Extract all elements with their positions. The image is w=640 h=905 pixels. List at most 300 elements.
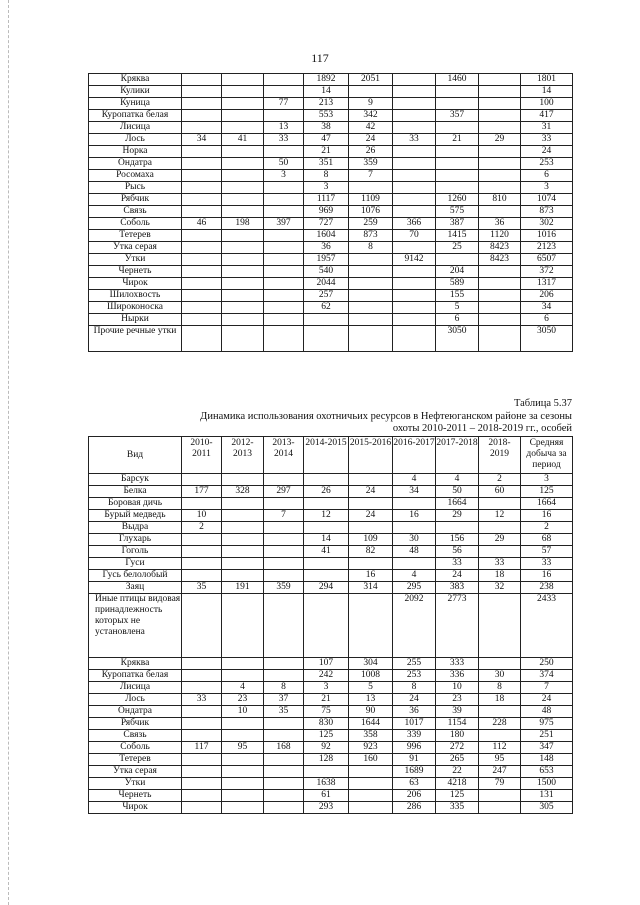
value-cell <box>393 110 436 122</box>
value-cell: 575 <box>436 206 479 218</box>
value-cell: 553 <box>304 110 349 122</box>
value-cell: 180 <box>436 730 479 742</box>
value-cell: 26 <box>349 146 393 158</box>
value-cell: 24 <box>393 694 436 706</box>
value-cell <box>349 802 393 814</box>
value-cell <box>479 522 521 534</box>
value-cell: 333 <box>436 658 479 670</box>
species-cell: Чирок <box>89 802 182 814</box>
value-cell <box>264 290 304 302</box>
value-cell <box>182 122 222 134</box>
table-label: Таблица 5.37 <box>513 398 572 409</box>
table-row <box>89 218 573 230</box>
species-cell: Лось <box>89 134 182 146</box>
value-cell <box>182 718 222 730</box>
value-cell <box>264 266 304 278</box>
value-cell <box>479 498 521 510</box>
value-cell <box>182 570 222 582</box>
value-cell: 24 <box>349 510 393 522</box>
value-cell: 1644 <box>349 718 393 730</box>
value-cell <box>479 98 521 110</box>
value-cell <box>479 278 521 290</box>
value-cell <box>182 534 222 546</box>
value-cell: 228 <box>479 718 521 730</box>
value-cell <box>304 314 349 326</box>
value-cell <box>479 86 521 98</box>
value-cell <box>479 302 521 314</box>
table-row <box>89 778 573 790</box>
value-cell: 293 <box>304 802 349 814</box>
value-cell <box>264 558 304 570</box>
value-cell <box>349 594 393 658</box>
value-cell <box>436 122 479 134</box>
value-cell: 42 <box>349 122 393 134</box>
value-cell <box>349 778 393 790</box>
value-cell <box>479 170 521 182</box>
value-cell: 1415 <box>436 230 479 242</box>
value-cell: 16 <box>349 570 393 582</box>
value-cell: 295 <box>393 582 436 594</box>
value-cell: 155 <box>436 290 479 302</box>
value-cell: 1801 <box>521 74 573 86</box>
value-cell <box>182 790 222 802</box>
species-cell: Широконоска <box>89 302 182 314</box>
species-cell: Куница <box>89 98 182 110</box>
value-cell <box>264 534 304 546</box>
header-season: 2013-2014 <box>264 437 304 474</box>
value-cell: 286 <box>393 802 436 814</box>
value-cell: 2 <box>521 522 573 534</box>
value-cell: 265 <box>436 754 479 766</box>
value-cell: 359 <box>349 158 393 170</box>
value-cell: 23 <box>436 694 479 706</box>
value-cell: 2773 <box>436 594 479 658</box>
species-cell: Куропатка белая <box>89 670 182 682</box>
value-cell: 653 <box>521 766 573 778</box>
header-season: 2017-2018 <box>436 437 479 474</box>
value-cell: 1120 <box>479 230 521 242</box>
table-row <box>89 486 573 498</box>
value-cell <box>264 670 304 682</box>
value-cell <box>393 314 436 326</box>
value-cell: 255 <box>393 658 436 670</box>
table-row <box>89 754 573 766</box>
table-row <box>89 290 573 302</box>
value-cell <box>222 302 264 314</box>
header-season: Средняя добыча за период <box>521 437 573 474</box>
value-cell: 8 <box>393 682 436 694</box>
table-row <box>89 670 573 682</box>
value-cell: 328 <box>222 486 264 498</box>
species-cell: Иные птицы видовая принадлежность которых не установлена <box>89 594 182 658</box>
value-cell <box>304 522 349 534</box>
table-row <box>89 146 573 158</box>
value-cell: 29 <box>436 510 479 522</box>
page-margin-line <box>8 0 9 905</box>
value-cell <box>264 570 304 582</box>
species-cell: Прочие речные утки <box>89 326 182 352</box>
value-cell: 4 <box>222 682 264 694</box>
value-cell: 9142 <box>393 254 436 266</box>
value-cell <box>393 290 436 302</box>
value-cell: 1460 <box>436 74 479 86</box>
value-cell: 25 <box>436 242 479 254</box>
species-cell: Гусь белолобый <box>89 570 182 582</box>
value-cell: 302 <box>521 218 573 230</box>
value-cell <box>436 522 479 534</box>
value-cell: 2051 <box>349 74 393 86</box>
value-cell: 23 <box>222 694 264 706</box>
value-cell <box>222 558 264 570</box>
value-cell: 37 <box>264 694 304 706</box>
value-cell <box>264 182 304 194</box>
value-cell <box>222 170 264 182</box>
value-cell: 238 <box>521 582 573 594</box>
value-cell: 1016 <box>521 230 573 242</box>
value-cell <box>182 182 222 194</box>
value-cell <box>264 766 304 778</box>
value-cell: 8 <box>479 682 521 694</box>
value-cell: 1109 <box>349 194 393 206</box>
value-cell: 125 <box>436 790 479 802</box>
value-cell: 336 <box>436 670 479 682</box>
value-cell <box>222 766 264 778</box>
value-cell: 33 <box>521 134 573 146</box>
value-cell: 38 <box>304 122 349 134</box>
table-row <box>89 522 573 534</box>
value-cell: 417 <box>521 110 573 122</box>
species-cell: Белка <box>89 486 182 498</box>
value-cell <box>264 658 304 670</box>
value-cell: 1664 <box>521 498 573 510</box>
value-cell: 107 <box>304 658 349 670</box>
value-cell <box>436 182 479 194</box>
value-cell: 8 <box>304 170 349 182</box>
value-cell <box>349 278 393 290</box>
value-cell: 21 <box>436 134 479 146</box>
value-cell: 1664 <box>436 498 479 510</box>
value-cell: 1892 <box>304 74 349 86</box>
value-cell: 8 <box>264 682 304 694</box>
value-cell: 383 <box>436 582 479 594</box>
value-cell: 253 <box>393 670 436 682</box>
value-cell <box>182 802 222 814</box>
value-cell: 177 <box>182 486 222 498</box>
value-cell: 46 <box>182 218 222 230</box>
table-row <box>89 158 573 170</box>
value-cell: 36 <box>393 706 436 718</box>
species-cell: Нырки <box>89 314 182 326</box>
species-cell: Тетерев <box>89 230 182 242</box>
value-cell <box>264 718 304 730</box>
value-cell: 351 <box>304 158 349 170</box>
value-cell <box>264 302 304 314</box>
value-cell <box>182 230 222 242</box>
value-cell <box>349 254 393 266</box>
value-cell: 35 <box>182 582 222 594</box>
species-cell: Связь <box>89 730 182 742</box>
value-cell <box>182 682 222 694</box>
value-cell <box>222 730 264 742</box>
value-cell: 125 <box>521 486 573 498</box>
table-row <box>89 706 573 718</box>
value-cell <box>264 146 304 158</box>
table-row <box>89 594 573 658</box>
value-cell: 8423 <box>479 254 521 266</box>
value-cell <box>304 474 349 486</box>
value-cell: 7 <box>264 510 304 522</box>
value-cell: 24 <box>349 486 393 498</box>
value-cell: 160 <box>349 754 393 766</box>
value-cell: 33 <box>182 694 222 706</box>
species-cell: Кряква <box>89 74 182 86</box>
value-cell <box>182 498 222 510</box>
value-cell: 2 <box>479 474 521 486</box>
header-season: 2015-2016 <box>349 437 393 474</box>
value-cell <box>222 230 264 242</box>
value-cell: 33 <box>393 134 436 146</box>
table-row <box>89 718 573 730</box>
table-row <box>89 98 573 110</box>
table-row <box>89 134 573 146</box>
value-cell: 6 <box>521 314 573 326</box>
value-cell: 13 <box>349 694 393 706</box>
value-cell: 366 <box>393 218 436 230</box>
value-cell <box>222 86 264 98</box>
value-cell: 1074 <box>521 194 573 206</box>
value-cell <box>264 194 304 206</box>
value-cell <box>264 86 304 98</box>
value-cell: 2 <box>182 522 222 534</box>
value-cell <box>393 146 436 158</box>
value-cell <box>349 86 393 98</box>
value-cell: 5 <box>349 682 393 694</box>
value-cell <box>304 326 349 352</box>
species-cell: Росомаха <box>89 170 182 182</box>
value-cell <box>182 74 222 86</box>
value-cell: 540 <box>304 266 349 278</box>
value-cell <box>222 314 264 326</box>
value-cell: 109 <box>349 534 393 546</box>
value-cell <box>182 290 222 302</box>
value-cell <box>222 802 264 814</box>
value-cell <box>349 498 393 510</box>
value-cell: 204 <box>436 266 479 278</box>
value-cell: 35 <box>264 706 304 718</box>
table-row <box>89 206 573 218</box>
value-cell: 2123 <box>521 242 573 254</box>
value-cell: 57 <box>521 546 573 558</box>
species-cell: Утка серая <box>89 766 182 778</box>
species-cell: Рябчик <box>89 194 182 206</box>
value-cell: 387 <box>436 218 479 230</box>
value-cell <box>182 706 222 718</box>
value-cell: 12 <box>479 510 521 522</box>
value-cell: 257 <box>304 290 349 302</box>
value-cell <box>222 326 264 352</box>
table-row <box>89 170 573 182</box>
value-cell <box>393 522 436 534</box>
value-cell <box>264 74 304 86</box>
value-cell: 30 <box>479 670 521 682</box>
value-cell <box>222 146 264 158</box>
species-cell: Чернеть <box>89 790 182 802</box>
value-cell: 91 <box>393 754 436 766</box>
value-cell: 1017 <box>393 718 436 730</box>
value-cell <box>222 194 264 206</box>
value-cell <box>393 98 436 110</box>
value-cell: 21 <box>304 694 349 706</box>
value-cell: 6 <box>521 170 573 182</box>
value-cell <box>264 546 304 558</box>
value-cell <box>479 182 521 194</box>
value-cell: 996 <box>393 742 436 754</box>
value-cell: 6507 <box>521 254 573 266</box>
value-cell: 18 <box>479 570 521 582</box>
value-cell: 314 <box>349 582 393 594</box>
value-cell: 975 <box>521 718 573 730</box>
value-cell: 41 <box>304 546 349 558</box>
value-cell <box>264 314 304 326</box>
table-row <box>89 86 573 98</box>
value-cell <box>182 314 222 326</box>
table-row <box>89 230 573 242</box>
value-cell <box>479 110 521 122</box>
value-cell <box>479 314 521 326</box>
value-cell: 70 <box>393 230 436 242</box>
value-cell <box>264 778 304 790</box>
value-cell: 1689 <box>393 766 436 778</box>
value-cell: 1154 <box>436 718 479 730</box>
value-cell <box>393 302 436 314</box>
value-cell: 8423 <box>479 242 521 254</box>
value-cell <box>182 670 222 682</box>
value-cell: 2092 <box>393 594 436 658</box>
value-cell <box>393 86 436 98</box>
value-cell: 31 <box>521 122 573 134</box>
header-season: 2010-2011 <box>182 437 222 474</box>
table-row <box>89 766 573 778</box>
value-cell: 12 <box>304 510 349 522</box>
value-cell: 148 <box>521 754 573 766</box>
table-row <box>89 510 573 522</box>
value-cell: 47 <box>304 134 349 146</box>
value-cell <box>222 778 264 790</box>
value-cell: 29 <box>479 534 521 546</box>
value-cell: 873 <box>349 230 393 242</box>
table-row <box>89 570 573 582</box>
value-cell: 33 <box>521 558 573 570</box>
species-cell: Утка серая <box>89 242 182 254</box>
value-cell <box>264 754 304 766</box>
header-season: 2014-2015 <box>304 437 349 474</box>
value-cell: 259 <box>349 218 393 230</box>
value-cell: 34 <box>182 134 222 146</box>
value-cell: 10 <box>182 510 222 522</box>
value-cell <box>264 242 304 254</box>
table-row <box>89 534 573 546</box>
value-cell <box>222 242 264 254</box>
value-cell: 60 <box>479 486 521 498</box>
value-cell <box>479 74 521 86</box>
value-cell <box>222 546 264 558</box>
value-cell: 9 <box>349 98 393 110</box>
value-cell: 589 <box>436 278 479 290</box>
value-cell: 24 <box>436 570 479 582</box>
value-cell <box>222 122 264 134</box>
species-cell: Куропатка белая <box>89 110 182 122</box>
value-cell: 359 <box>264 582 304 594</box>
value-cell <box>222 790 264 802</box>
value-cell <box>182 546 222 558</box>
value-cell <box>479 266 521 278</box>
value-cell <box>222 570 264 582</box>
value-cell <box>393 194 436 206</box>
value-cell <box>393 242 436 254</box>
value-cell <box>349 558 393 570</box>
value-cell: 125 <box>304 730 349 742</box>
species-cell: Лось <box>89 694 182 706</box>
value-cell: 10 <box>436 682 479 694</box>
value-cell: 304 <box>349 658 393 670</box>
species-cell: Лисица <box>89 122 182 134</box>
value-cell: 206 <box>393 790 436 802</box>
value-cell: 24 <box>521 146 573 158</box>
value-cell: 2044 <box>304 278 349 290</box>
value-cell: 305 <box>521 802 573 814</box>
species-cell: Барсук <box>89 474 182 486</box>
value-cell <box>182 98 222 110</box>
value-cell: 3 <box>304 182 349 194</box>
species-cell: Боровая дичь <box>89 498 182 510</box>
value-cell: 61 <box>304 790 349 802</box>
table-row <box>89 802 573 814</box>
value-cell: 34 <box>393 486 436 498</box>
value-cell <box>393 266 436 278</box>
value-cell: 30 <box>393 534 436 546</box>
value-cell <box>349 326 393 352</box>
value-cell <box>222 718 264 730</box>
value-cell: 213 <box>304 98 349 110</box>
value-cell <box>222 110 264 122</box>
value-cell: 253 <box>521 158 573 170</box>
value-cell <box>222 594 264 658</box>
value-cell: 372 <box>521 266 573 278</box>
value-cell <box>479 802 521 814</box>
value-cell: 33 <box>264 134 304 146</box>
value-cell: 68 <box>521 534 573 546</box>
value-cell: 873 <box>521 206 573 218</box>
value-cell: 13 <box>264 122 304 134</box>
value-cell <box>182 326 222 352</box>
value-cell <box>222 670 264 682</box>
value-cell <box>393 206 436 218</box>
header-season: 2018-2019 <box>479 437 521 474</box>
value-cell <box>264 790 304 802</box>
value-cell: 3 <box>264 170 304 182</box>
value-cell <box>479 146 521 158</box>
value-cell: 357 <box>436 110 479 122</box>
value-cell <box>479 730 521 742</box>
header-season: 2016-2017 <box>393 437 436 474</box>
value-cell <box>182 278 222 290</box>
value-cell <box>222 498 264 510</box>
value-cell <box>264 802 304 814</box>
value-cell: 1604 <box>304 230 349 242</box>
value-cell: 36 <box>479 218 521 230</box>
value-cell <box>222 74 264 86</box>
value-cell: 3050 <box>521 326 573 352</box>
